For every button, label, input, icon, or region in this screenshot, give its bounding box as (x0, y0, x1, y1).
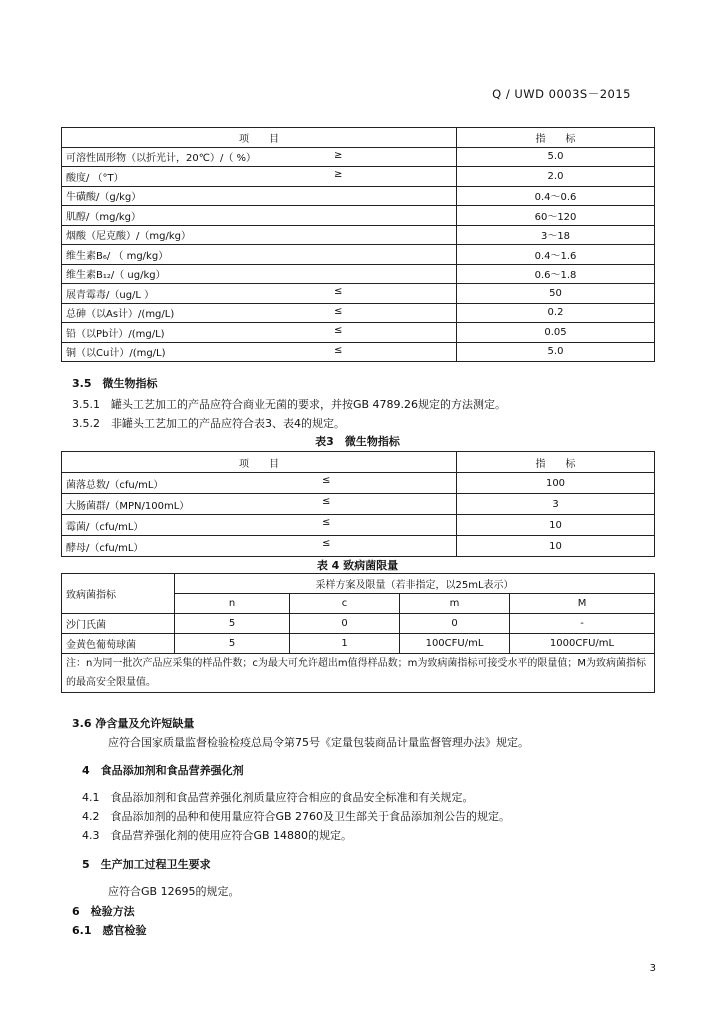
row-value: 60～120 (457, 206, 655, 226)
row-item: 总砷（以As计）/(mg/L) (66, 309, 175, 321)
comparison-symbol: ≤ (334, 344, 343, 356)
cell-c: 0 (290, 614, 400, 634)
sub-header-m: m (400, 594, 510, 614)
row-item: 铅（以Pb计）/(mg/L) (66, 328, 165, 340)
cell-m: 100CFU/mL (400, 634, 510, 654)
header-value: 指 标 (457, 452, 655, 473)
row-value: 5.0 (457, 147, 655, 167)
section-3-5-title: 3.5 微生物指标 (72, 377, 158, 390)
table-row (62, 614, 655, 634)
indicator-table (61, 127, 655, 362)
pathogen-table (61, 573, 655, 693)
pathogen-name: 沙门氏菌 (62, 614, 175, 634)
microbial-table (61, 451, 655, 557)
table-row (62, 494, 655, 515)
row-value: 5.0 (457, 342, 655, 362)
table3-caption: 表3 微生物指标 (315, 435, 400, 448)
row-item: 可溶性固形物（以折光计，20℃）/（ %） (66, 153, 257, 165)
row-item: 维生素B₁₂/（ ug/kg） (66, 270, 166, 282)
cell-M: 1000CFU/mL (510, 634, 655, 654)
section-6-1-title: 6.1 感官检验 (72, 924, 147, 937)
row-value: 0.05 (457, 323, 655, 343)
section-4-2: 4.2 食品添加剂的品种和使用量应符合GB 2760及卫生部关于食品添加剂公告的规定。 (82, 810, 511, 823)
table4-caption: 表 4 致病菌限量 (316, 559, 399, 572)
pathogen-name: 金黄色葡萄球菌 (62, 634, 175, 654)
row-item: 展青霉毒/（ug/L ） (66, 289, 155, 301)
row-item: 肌醇/（mg/kg） (66, 211, 141, 223)
comparison-symbol: ≥ (334, 149, 343, 161)
row-item: 牛磺酸/（g/kg） (66, 192, 142, 204)
row-value: 10 (457, 515, 655, 536)
section-6-title: 6 检验方法 (72, 905, 135, 918)
row-item: 大肠菌群/（MPN/100mL） (66, 500, 190, 512)
row-value: 50 (457, 284, 655, 304)
row-item: 铜（以Cu计）/(mg/L) (66, 348, 166, 360)
header-item: 项 目 (62, 452, 457, 473)
row-value: 0.4～1.6 (457, 245, 655, 265)
comparison-symbol: ≤ (322, 475, 331, 486)
row-value: 100 (457, 473, 655, 494)
section-3-5-2: 3.5.2 非罐头工艺加工的产品应符合表3、表4的规定。 (72, 417, 345, 430)
table-row (62, 323, 655, 343)
header-value: 指 标 (457, 128, 655, 148)
sub-header-M: M (510, 594, 655, 614)
section-3-6-text: 应符合国家质量监督检验检疫总局令第75号《定量包装商品计量监督管理办法》规定。 (108, 736, 529, 749)
table-row (62, 342, 655, 362)
page-number: 3 (649, 963, 656, 974)
row-item: 烟酸（尼克酸）/（mg/kg） (66, 231, 191, 243)
row-item: 霉菌/（cfu/mL） (66, 521, 144, 533)
comparison-symbol: ≥ (334, 169, 343, 180)
comparison-symbol: ≤ (322, 538, 331, 549)
table-row (62, 264, 655, 284)
comparison-symbol: ≤ (322, 517, 331, 528)
table-row (62, 284, 655, 304)
section-4-1: 4.1 食品添加剂和食品营养强化剂质量应符合相应的食品安全标准和有关规定。 (82, 791, 474, 804)
comparison-symbol: ≤ (334, 305, 343, 317)
table-row (62, 303, 655, 323)
document-code: Q / UWD 0003S－2015 (492, 87, 631, 101)
comparison-symbol: ≤ (334, 286, 343, 297)
row-value: 3 (457, 494, 655, 515)
row-value: 10 (457, 536, 655, 557)
row-item: 维生素B₆/ （ mg/kg） (66, 250, 169, 262)
table4-note: 注：n为同一批次产品应采集的样品件数；c为最大可允许超出m值得样品数；m为致病菌指标可接受水平的限量值；M为致病菌指标的最高安全限量值。 (62, 654, 655, 693)
header-item: 项 目 (62, 128, 457, 148)
table-row (62, 536, 655, 557)
section-4-3: 4.3 食品营养强化剂的使用应符合GB 14880的规定。 (82, 829, 353, 842)
table-row (62, 225, 655, 245)
section-3-6-title: 3.6 净含量及允许短缺量 (72, 717, 195, 730)
section-4-title: 4 食品添加剂和食品营养强化剂 (82, 764, 244, 777)
table-row (62, 634, 655, 654)
cell-n: 5 (175, 634, 290, 654)
section-3-5-1: 3.5.1 罐头工艺加工的产品应符合商业无菌的要求，并按GB 4789.26规定的方法测定。 (72, 398, 507, 411)
row-item: 菌落总数/（cfu/mL） (66, 479, 164, 491)
section-5-text: 应符合GB 12695的规定。 (108, 885, 240, 898)
table-row (62, 515, 655, 536)
table-row (62, 206, 655, 226)
cell-n: 5 (175, 614, 290, 634)
table-row (62, 245, 655, 265)
row-item: 酵母/（cfu/mL） (66, 542, 144, 554)
cell-c: 1 (290, 634, 400, 654)
table-row (62, 473, 655, 494)
row-value: 0.6～1.8 (457, 264, 655, 284)
sampling-plan-header: 采样方案及限量（若非指定，以25mL表示） (175, 574, 655, 594)
comparison-symbol: ≤ (334, 325, 343, 336)
table-row (62, 186, 655, 206)
table-row (62, 167, 655, 187)
row-value: 2.0 (457, 167, 655, 187)
row-item: 酸度/ （°T） (66, 172, 124, 184)
row-value: 0.2 (457, 303, 655, 323)
cell-m: 0 (400, 614, 510, 634)
sub-header-n: n (175, 594, 290, 614)
pathogen-header: 致病菌指标 (62, 574, 175, 614)
sub-header-c: c (290, 594, 400, 614)
section-5-title: 5 生产加工过程卫生要求 (82, 858, 211, 871)
row-value: 3～18 (457, 225, 655, 245)
comparison-symbol: ≤ (322, 496, 331, 507)
row-value: 0.4～0.6 (457, 186, 655, 206)
table-row (62, 147, 655, 167)
cell-M: - (510, 614, 655, 634)
